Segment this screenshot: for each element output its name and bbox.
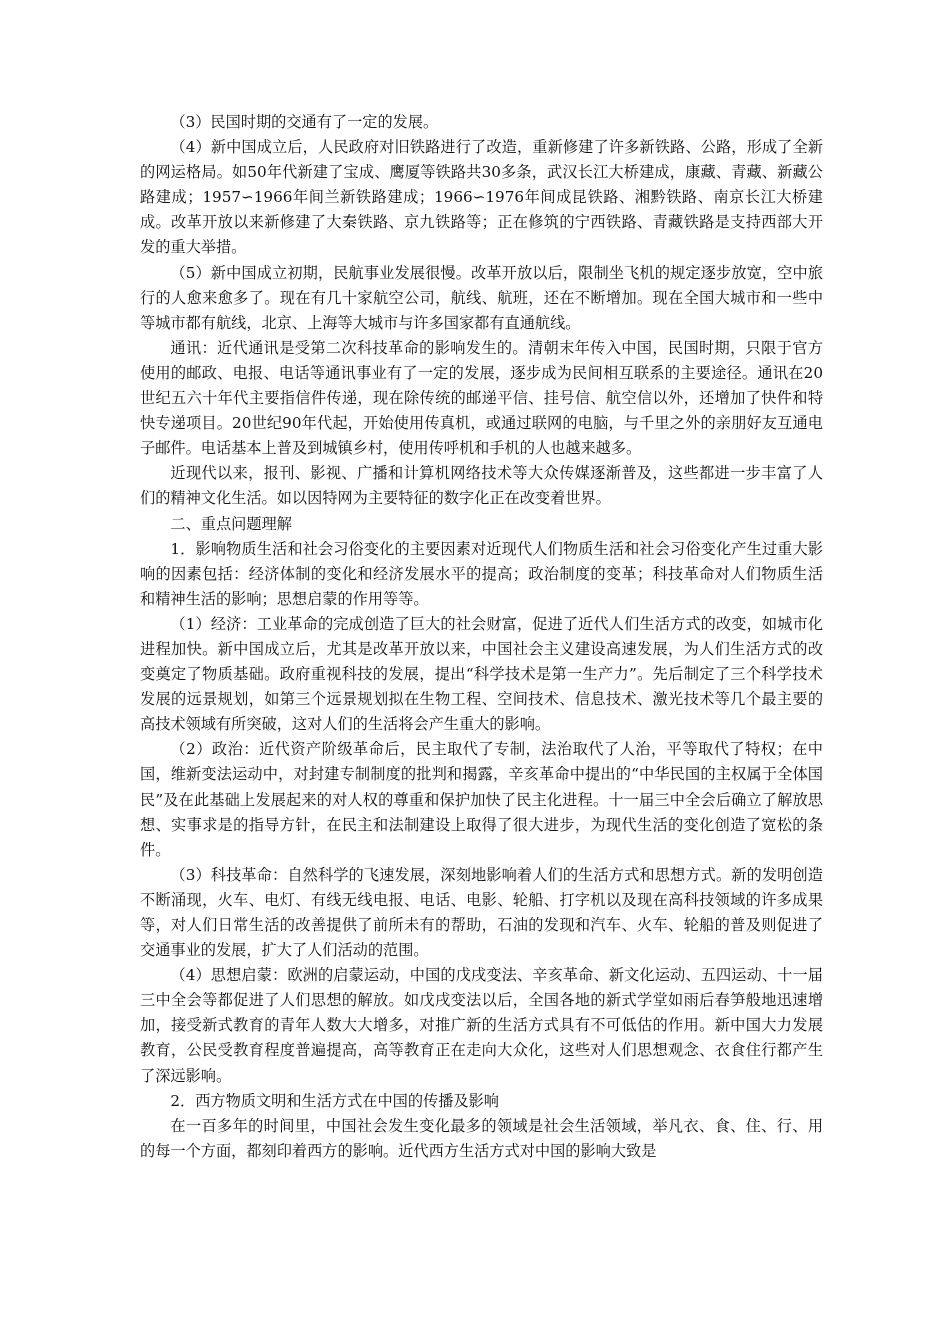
subheading-western-influence: 2．西方物质文明和生活方式在中国的传播及影响 <box>170 1091 499 1110</box>
paragraph-mass-media: 近现代以来，报刊、影视、广播和计算机网络技术等大众传媒逐渐普及，这些都进一步丰富了人们的精神文化生活。如以因特网为主要特征的数字化正在改变着世界。 <box>140 464 823 508</box>
paragraph-tech-revolution: （3）科技革命：自然科学的飞速发展，深刻地影响着人们的生活方式和思想方式。新的发明创造不断涌现，火车、电灯、有线无线电报、电话、电影、轮船、打字机以及现在高科技领域的许多成果等，对人们日常生活的改善提供了前所未有的帮助，石油的发现和汽车、火车、轮船的普及则促进了交通事业的发展，扩大了人们活动的范围。 <box>140 865 823 960</box>
paragraph-civil-aviation: （5）新中国成立初期，民航事业发展很慢。改革开放以后，限制坐飞机的规定逐步放宽，空中旅行的人愈来愈多了。现在有几十家航空公司，航线、航班，还在不断增加。现在全国大城市和一些中等城市都有航线，北京、上海等大城市与许多国家都有直通航线。 <box>140 263 823 332</box>
paragraph-western-influence: 在一百多年的时间里，中国社会发生变化最多的领域是社会生活领域，举凡衣、食、住、行、用的每一个方面，都刻印着西方的影响。近代西方生活方式对中国的影响大致是 <box>140 1116 823 1160</box>
section-heading-key-issues: 二、重点问题理解 <box>170 514 292 533</box>
paragraph-politics: （2）政治：近代资产阶级革命后，民主取代了专制，法治取代了人治，平等取代了特权；在中国，维新变法运动中，对封建专制制度的批判和揭露，辛亥革命中提出的“中华民国的主权属于全体国民”及在此基础上发展起来的对人权的尊重和保护加快了民主化进程。十一届三中全会后确立了解放思想、实事求是的指导方针，在民主和法制建设上取得了很大进步，为现代生活的变化创造了宽松的条件。 <box>140 740 823 859</box>
paragraph-traffic-republic: （3）民国时期的交通有了一定的发展。 <box>170 113 439 131</box>
paragraph-main-factors: 1．影响物质生活和社会习俗变化的主要因素对近现代人们物质生活和社会习俗变化产生过重大影响的因素包括：经济体制的变化和经济发展水平的提高；政治制度的变革；科技革命对人们物质生活和精神生活的影响；思想启蒙的作用等等。 <box>140 539 823 608</box>
paragraph-traffic-railways: （4）新中国成立后，人民政府对旧铁路进行了改造，重新修建了许多新铁路、公路，形成了全新的网运格局。如50年代新建了宝成、鹰厦等铁路共30多条，武汉长江大桥建成，康藏、青藏、新藏公路建成；1957∽1966年间兰新铁路建成；1966∽1976年间成昆铁路、湘黔铁路、南京长江大桥建成。改革开放以来新修建了大秦铁路、京九铁路等；正在修筑的宁西铁路、青藏铁路是支持西部大开发的重大举措。 <box>140 138 823 257</box>
paragraph-economy: （1）经济：工业革命的完成创造了巨大的社会财富，促进了近代人们生活方式的改变，如城市化进程加快。新中国成立后，尤其是改革开放以来，中国社会主义建设高速发展，为人们生活方式的改变奠定了物质基础。政府重视科技的发展，提出“科学技术是第一生产力”。先后制定了三个科学技术发展的远景规划，如第三个远景规划拟在生物工程、空间技术、信息技术、激光技术等几个最主要的高技术领域有所突破，这对人们的生活将会产生重大的影响。 <box>140 614 823 734</box>
paragraph-enlightenment: （4）思想启蒙：欧洲的启蒙运动，中国的戊戌变法、辛亥革命、新文化运动、五四运动、十一届三中全会等都促进了人们思想的解放。如戊戌变法以后，全国各地的新式学堂如雨后春笋般地迅速增加，接受新式教育的青年人数大大增多，对推广新的生活方式具有不可低估的作用。新中国大力发展教育，公民受教育程度普遍提高，高等教育正在走向大众化，这些对人们思想观念、衣食住行都产生了深远影响。 <box>140 966 823 1085</box>
paragraph-communications: 通讯：近代通讯是受第二次科技革命的影响发生的。清朝末年传入中国，民国时期，只限于官方使用的邮政、电报、电话等通讯事业有了一定的发展，逐步成为民间相互联系的主要途径。通讯在20世纪五六十年代主要指信件传递，现在除传统的邮递平信、挂号信、航空信以外，还增加了快件和特快专递项目。20世纪90年代起，开始使用传真机，或通过联网的电脑，与千里之外的亲朋好友互通电子邮件。电话基本上普及到城镇乡村，使用传呼机和手机的人也越来越多。 <box>140 338 823 458</box>
document-body <box>140 110 823 1164</box>
